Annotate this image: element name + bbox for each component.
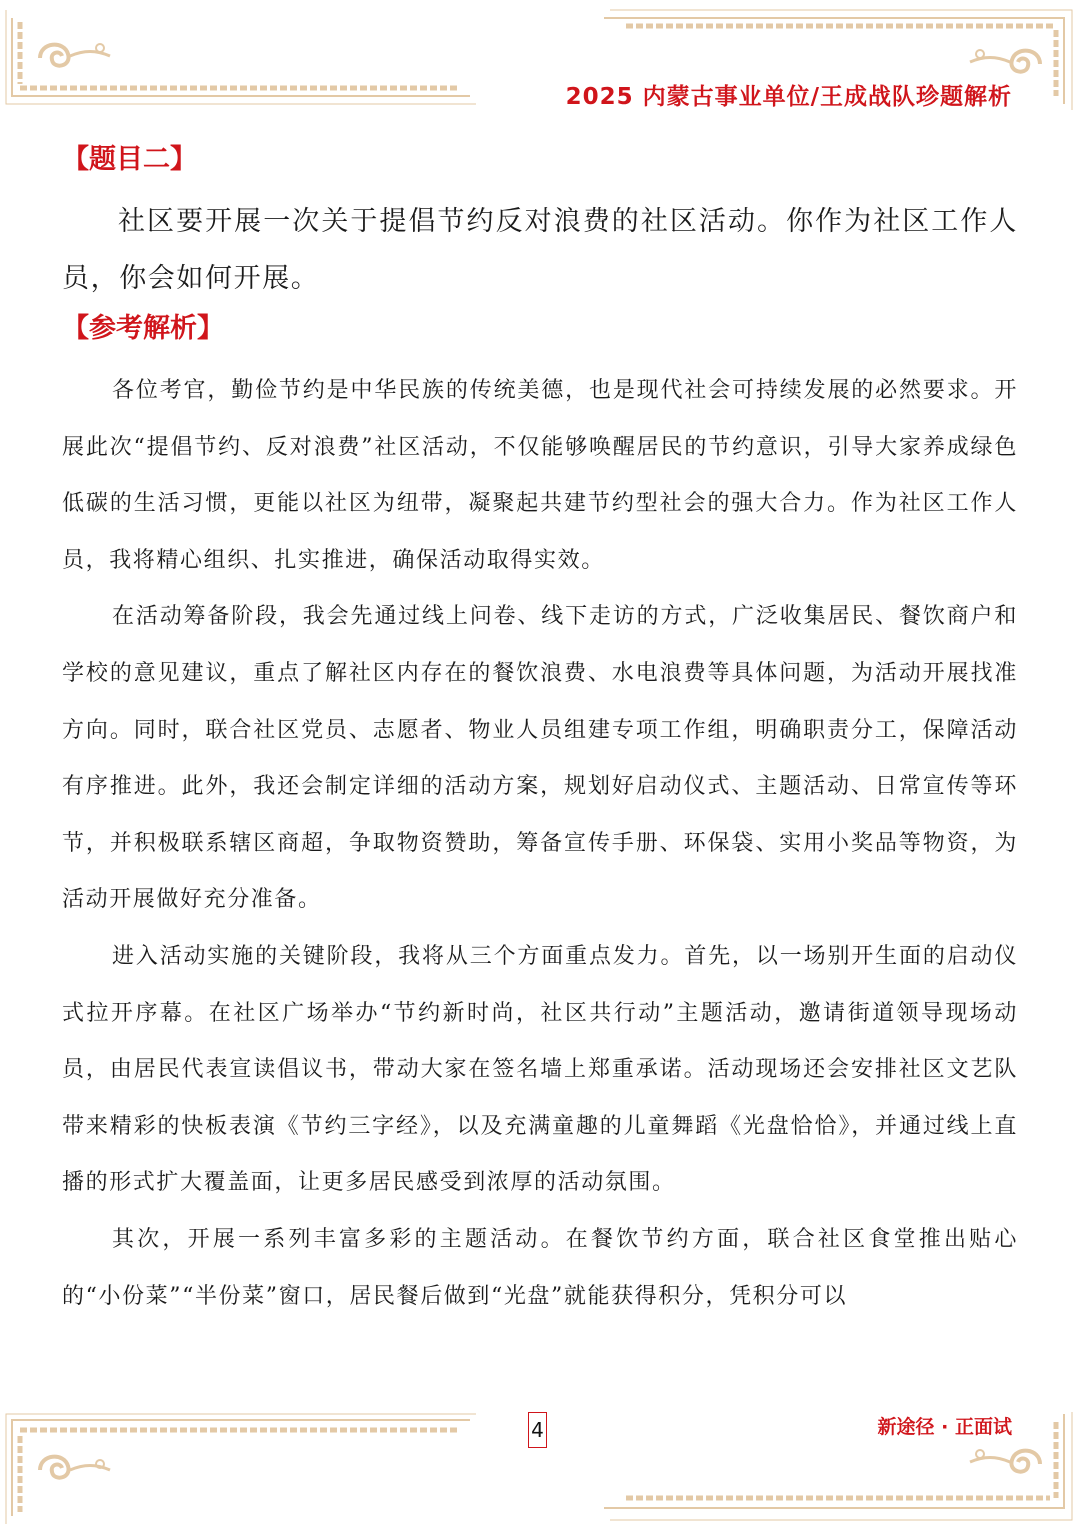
document-body	[62, 138, 1018, 1325]
question-heading: 【题目二】	[62, 144, 197, 175]
question-text: 社区要开展一次关于提倡节约反对浪费的社区活动。你作为社区工作人员，你会如何开展。	[62, 206, 1018, 294]
answer-heading: 【参考解析】	[62, 313, 224, 344]
top-left-ornament	[0, 0, 480, 112]
bottom-left-ornament	[0, 1412, 480, 1528]
header-title: 2025 内蒙古事业单位/王成战队珍题解析	[565, 84, 1012, 110]
paragraph: 进入活动实施的关键阶段，我将从三个方面重点发力。首先，以一场别开生面的启动仪式拉开序幕。在社区广场举办“节约新时尚，社区共行动”主题活动，邀请街道领导现场动员，由居民代表宣读倡议书，带动大家在签名墙上郑重承诺。活动现场还会安排社区文艺队带来精彩的快板表演《节约三字经》，以及充满童趣的儿童舞蹈《光盘恰恰》，并通过线上直播的形式扩大覆盖面，让更多居民感受到浓厚的活动氛围。	[62, 943, 1018, 1196]
paragraph: 其次，开展一系列丰富多彩的主题活动。在餐饮节约方面，联合社区食堂推出贴心的“小份菜”“半份菜”窗口，居民餐后做到“光盘”就能获得积分，凭积分可以	[62, 1226, 1018, 1309]
footer-brand: 新途径 · 正面试	[877, 1416, 1012, 1438]
paragraph: 在活动筹备阶段，我会先通过线上问卷、线下走访的方式，广泛收集居民、餐饮商户和学校的意见建议，重点了解社区内存在的餐饮浪费、水电浪费等具体问题，为活动开展找准方向。同时，联合社区党员、志愿者、物业人员组建专项工作组，明确职责分工，保障活动有序推进。此外，我还会制定详细的活动方案，规划好启动仪式、主题活动、日常宣传等环节，并积极联系辖区商超，争取物资赞助，筹备宣传手册、环保袋、实用小奖品等物资，为活动开展做好充分准备。	[62, 604, 1018, 913]
page-number: 4	[528, 1412, 547, 1448]
paragraph: 各位考官，勤俭节约是中华民族的传统美德，也是现代社会可持续发展的必然要求。开展此次“提倡节约、反对浪费”社区活动，不仅能够唤醒居民的节约意识，引导大家养成绿色低碳的生活习惯，更能以社区为纽带，凝聚起共建节约型社会的强大合力。作为社区工作人员，我将精心组织、扎实推进，确保活动取得实效。	[62, 378, 1018, 573]
